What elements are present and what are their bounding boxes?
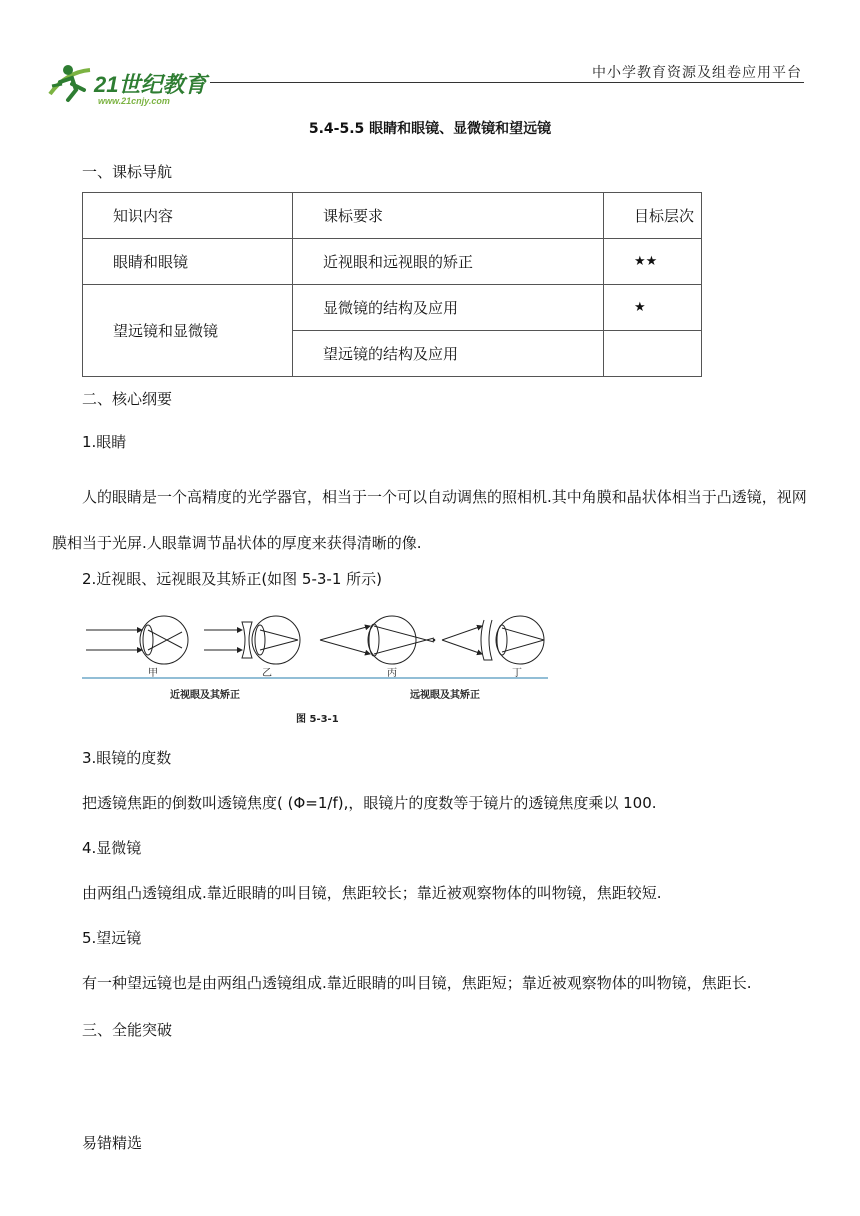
section-heading-1: 一、课标导航 xyxy=(82,163,173,181)
curriculum-table xyxy=(82,192,702,377)
table-cell-stars: ★ xyxy=(604,285,702,331)
item-title: 1.眼睛 xyxy=(82,433,127,451)
logo-text: 21世纪教育 xyxy=(94,72,207,97)
header-divider xyxy=(210,82,804,83)
table-cell: 显微镜的结构及应用 xyxy=(293,285,604,331)
table-row xyxy=(83,285,702,331)
table-cell-stars: ★★ xyxy=(604,239,702,285)
figure-caption-myopia: 近视眼及其矫正 xyxy=(170,690,240,701)
table-header-row xyxy=(83,193,702,239)
figure-number: 图 5-3-1 xyxy=(296,714,339,725)
item-title: 2.近视眼、远视眼及其矫正(如图 5-3-1 所示) xyxy=(82,570,383,588)
logo xyxy=(46,60,216,108)
figure-label-jia: 甲 xyxy=(148,668,158,679)
figure-label-ding: 丁 xyxy=(512,668,522,679)
table-cell: 望远镜的结构及应用 xyxy=(293,331,604,377)
table-header-cell: 课标要求 xyxy=(293,193,604,239)
section-heading-3: 三、全能突破 xyxy=(82,1021,173,1039)
item-title: 3.眼镜的度数 xyxy=(82,749,172,767)
table-cell: 近视眼和远视眼的矫正 xyxy=(293,239,604,285)
logo-url: www.21cnjy.com xyxy=(98,96,170,106)
item-text: 人的眼睛是一个高精度的光学器官，相当于一个可以自动调焦的照相机.其中角膜和晶状体相当于凸透镜，视网膜相当于光屏.人眼靠调节晶状体的厚度来获得清晰的像. xyxy=(52,488,807,552)
item-text: 有一种望远镜也是由两组凸透镜组成.靠近眼睛的叫目镜，焦距短；靠近被观察物体的叫物镜，焦距长. xyxy=(82,974,752,992)
table-row xyxy=(83,239,702,285)
section-heading-2: 二、核心纲要 xyxy=(82,390,173,408)
item-text: 把透镜焦距的倒数叫透镜焦度( (Φ=1/f),，眼镜片的度数等于镜片的透镜焦度乘以 100. xyxy=(82,794,657,812)
eye-correction-figure xyxy=(82,600,552,730)
figure-caption-hyperopia: 远视眼及其矫正 xyxy=(410,690,480,701)
figure-label-yi: 乙 xyxy=(262,668,272,679)
table-cell: 眼睛和眼镜 xyxy=(83,239,293,285)
subheading-errors: 易错精选 xyxy=(82,1134,143,1152)
item-title: 4.显微镜 xyxy=(82,839,142,857)
item-text: 由两组凸透镜组成.靠近眼睛的叫目镜，焦距较长；靠近被观察物体的叫物镜，焦距较短. xyxy=(82,884,662,902)
platform-name: 中小学教育资源及组卷应用平台 xyxy=(592,65,802,81)
table-cell: 望远镜和显微镜 xyxy=(83,285,293,377)
page-title: 5.4-5.5 眼睛和眼镜、显微镜和望远镜 xyxy=(308,121,552,137)
table-cell-stars xyxy=(604,331,702,377)
item-title: 5.望远镜 xyxy=(82,929,142,947)
table-header-cell: 目标层次 xyxy=(604,193,702,239)
table-header-cell: 知识内容 xyxy=(83,193,293,239)
figure-label-bing: 丙 xyxy=(387,668,397,679)
